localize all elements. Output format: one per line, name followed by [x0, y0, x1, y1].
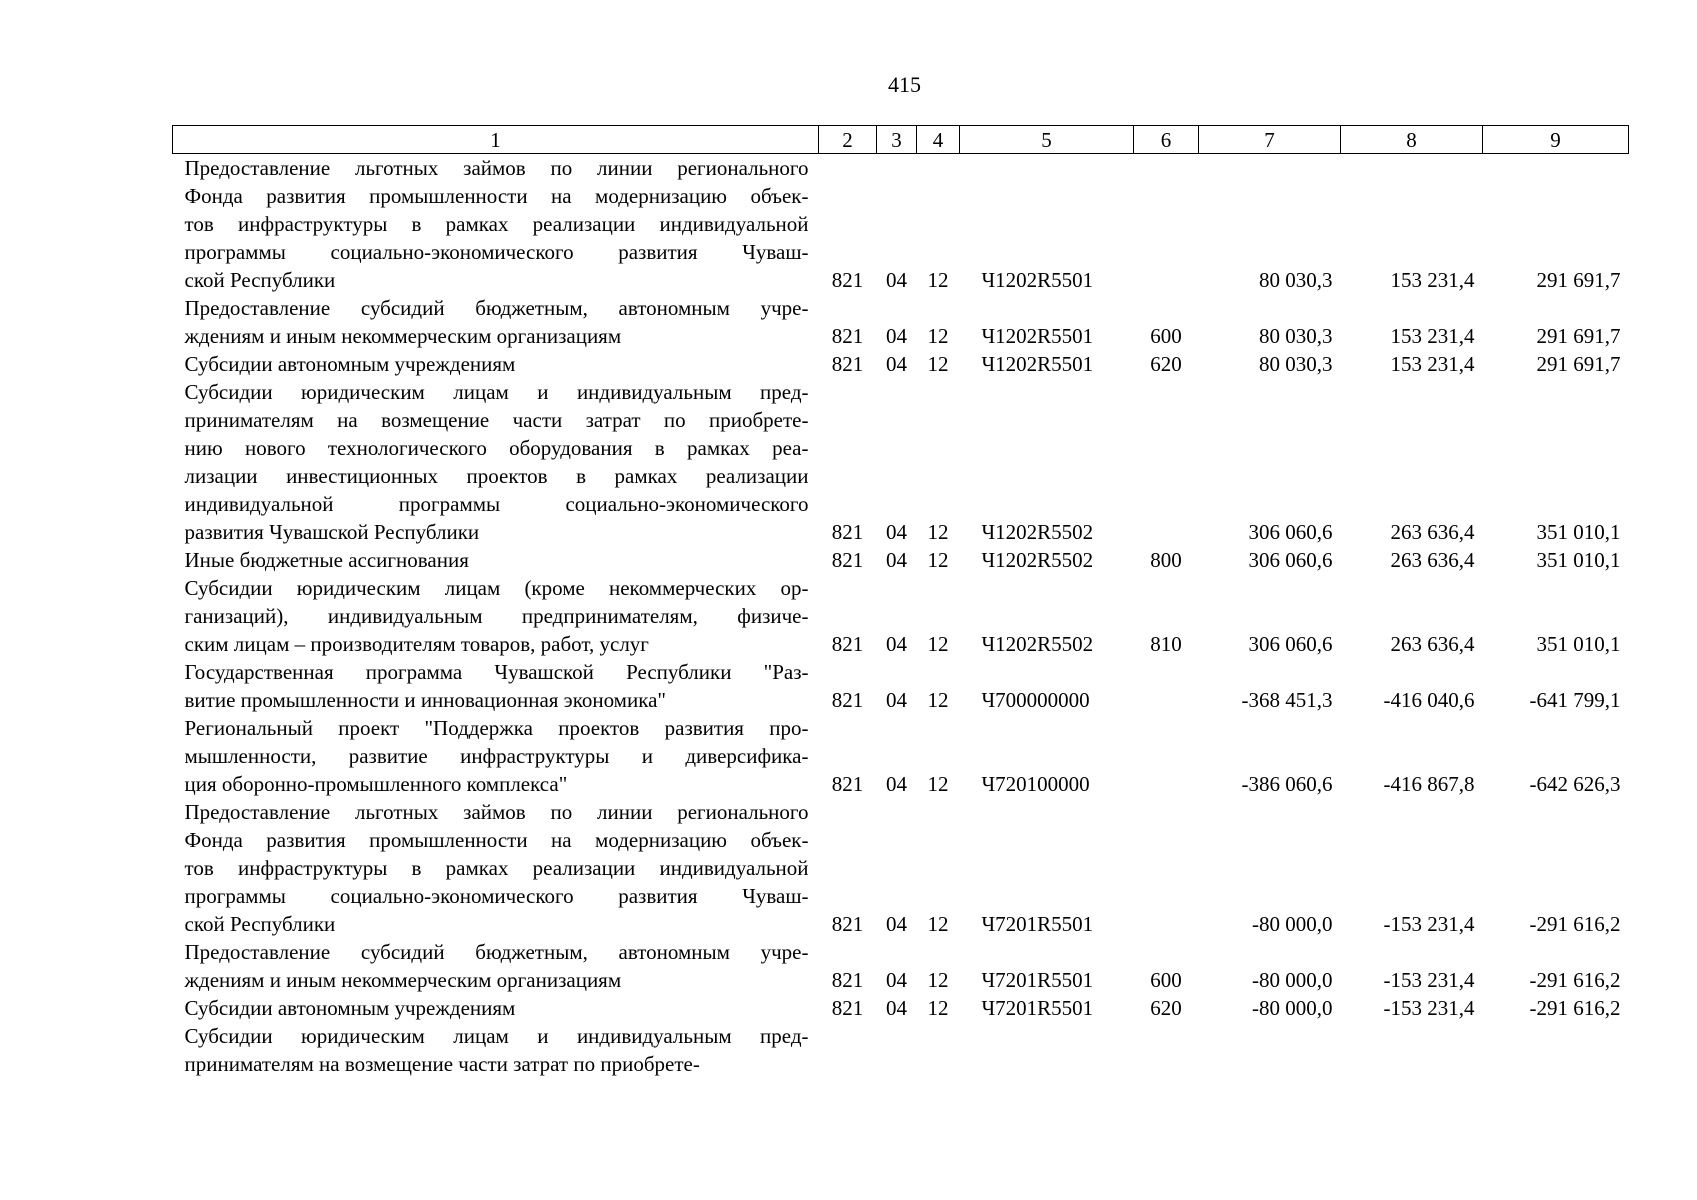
amount-year-2: 263 636,4	[1390, 548, 1475, 572]
target-article-code: Ч1202R5501	[981, 324, 1094, 348]
description-line: мышленности, развитие инфраструктуры и диверсифика-	[184, 744, 809, 768]
amount-year-2	[1341, 1022, 1483, 1078]
amount-year-2: 153 231,4	[1390, 352, 1475, 376]
description-line: Предоставление субсидий бюджетным, автономным учре-	[184, 940, 809, 964]
table-row	[173, 714, 1629, 798]
table-row	[173, 798, 1629, 938]
subsection-code: 12	[927, 268, 949, 292]
table-body	[173, 154, 1629, 1079]
amount-year-3: 291 691,7	[1536, 324, 1621, 348]
amount-year-2: -153 231,4	[1383, 912, 1475, 936]
subsection-code: 12	[927, 996, 949, 1020]
column-header: 2	[819, 126, 877, 154]
description-line: ским лицам – производителям товаров, работ, услуг	[184, 632, 649, 656]
amount-year-1: 80 030,3	[1259, 352, 1333, 376]
subsection-code	[917, 1022, 960, 1078]
target-article-code: Ч720100000	[981, 772, 1090, 796]
description-line: лизации инвестиционных проектов в рамках реализации	[184, 464, 809, 488]
description-line: развития Чувашской Республики	[184, 520, 480, 544]
table-row	[173, 378, 1629, 546]
section-code: 04	[886, 352, 907, 376]
amount-year-3: -291 616,2	[1529, 912, 1621, 936]
subsection-code: 12	[927, 548, 949, 572]
description-line: Предоставление льготных займов по линии регионального	[184, 156, 809, 180]
description-line: Субсидии автономным учреждениям	[184, 996, 516, 1020]
column-header: 4	[917, 126, 960, 154]
section-code: 04	[886, 268, 907, 292]
table-row	[173, 574, 1629, 658]
amount-year-1	[1199, 1022, 1341, 1078]
section-code	[877, 1022, 917, 1078]
table-row	[173, 154, 1629, 295]
admin-code: 821	[831, 268, 864, 292]
amount-year-1: -80 000,0	[1252, 968, 1333, 992]
admin-code: 821	[831, 968, 864, 992]
page-number: 415	[888, 72, 921, 97]
target-article-code: Ч1202R5501	[981, 352, 1094, 376]
row-description	[173, 658, 819, 714]
expense-type-code: 600	[1150, 968, 1182, 992]
section-code: 04	[886, 968, 907, 992]
section-code: 04	[886, 772, 907, 796]
admin-code: 821	[831, 548, 864, 572]
description-line: Фонда развития промышленности на модернизацию объек-	[184, 828, 809, 852]
admin-code: 821	[831, 996, 864, 1020]
table-row	[173, 658, 1629, 714]
table-row	[173, 1022, 1629, 1078]
table-row	[173, 546, 1629, 574]
description-line: индивидуальной программы социально-экономического	[184, 492, 809, 516]
description-line: Иные бюджетные ассигнования	[184, 548, 469, 572]
section-code: 04	[886, 996, 907, 1020]
description-line: Субсидии автономным учреждениям	[184, 352, 516, 376]
row-description	[173, 574, 819, 658]
amount-year-2: 153 231,4	[1390, 268, 1475, 292]
section-code: 04	[886, 324, 907, 348]
description-line: тов инфраструктуры в рамках реализации индивидуальной	[184, 212, 809, 236]
description-line: ция оборонно-промышленного комплекса"	[184, 772, 568, 796]
amount-year-2: -153 231,4	[1383, 996, 1475, 1020]
row-description	[173, 938, 819, 994]
target-article-code: Ч7201R5501	[981, 912, 1094, 936]
row-description	[173, 350, 819, 378]
subsection-code: 12	[927, 968, 949, 992]
target-article-code: Ч700000000	[981, 688, 1090, 712]
amount-year-1: -386 060,6	[1241, 772, 1333, 796]
admin-code: 821	[831, 324, 864, 348]
amount-year-3: -641 799,1	[1529, 688, 1621, 712]
column-header: 6	[1134, 126, 1199, 154]
description-line: тов инфраструктуры в рамках реализации индивидуальной	[184, 856, 809, 880]
column-header: 3	[877, 126, 917, 154]
subsection-code: 12	[927, 912, 949, 936]
expense-type-code: 810	[1150, 632, 1182, 656]
row-description	[173, 546, 819, 574]
admin-code: 821	[831, 688, 864, 712]
amount-year-3: -642 626,3	[1529, 772, 1621, 796]
expense-type-code: 620	[1150, 996, 1182, 1020]
column-header: 5	[960, 126, 1134, 154]
section-code: 04	[886, 688, 907, 712]
description-line: Государственная программа Чувашской Республики "Раз-	[184, 660, 809, 684]
row-description	[173, 994, 819, 1022]
expense-type-code	[1134, 714, 1199, 798]
row-description	[173, 798, 819, 938]
amount-year-1: 306 060,6	[1248, 520, 1333, 544]
section-code: 04	[886, 548, 907, 572]
target-article-code: Ч7201R5501	[981, 968, 1094, 992]
amount-year-2: 263 636,4	[1390, 632, 1475, 656]
admin-code: 821	[831, 520, 864, 544]
target-article-code: Ч1202R5501	[981, 268, 1094, 292]
amount-year-1: -368 451,3	[1241, 688, 1333, 712]
amount-year-3: 351 010,1	[1536, 548, 1621, 572]
amount-year-1: 306 060,6	[1248, 632, 1333, 656]
description-line: программы социально-экономического развития Чуваш-	[184, 240, 809, 264]
amount-year-2: -416 867,8	[1383, 772, 1475, 796]
admin-code: 821	[831, 912, 864, 936]
description-line: ской Республики	[184, 912, 336, 936]
amount-year-1: -80 000,0	[1252, 912, 1333, 936]
description-line: Субсидии юридическим лицам и индивидуальным пред-	[184, 380, 809, 404]
target-article-code: Ч1202R5502	[981, 632, 1094, 656]
subsection-code: 12	[927, 520, 949, 544]
section-code: 04	[886, 912, 907, 936]
amount-year-2: -153 231,4	[1383, 968, 1475, 992]
row-description	[173, 378, 819, 546]
amount-year-3	[1483, 1022, 1629, 1078]
amount-year-3: 351 010,1	[1536, 520, 1621, 544]
subsection-code: 12	[927, 352, 949, 376]
description-line: Региональный проект "Поддержка проектов развития про-	[184, 716, 809, 740]
column-header: 9	[1483, 126, 1629, 154]
subsection-code: 12	[927, 324, 949, 348]
amount-year-3: 291 691,7	[1536, 268, 1621, 292]
table-row	[173, 294, 1629, 350]
column-header: 8	[1341, 126, 1483, 154]
expense-type-code: 620	[1150, 352, 1182, 376]
description-line: ждениям и иным некоммерческим организациям	[184, 324, 622, 348]
description-line: ской Республики	[184, 268, 336, 292]
expense-type-code	[1134, 798, 1199, 938]
description-line: принимателям на возмещение части затрат по приобрете-	[184, 408, 809, 432]
subsection-code: 12	[927, 688, 949, 712]
expense-type-code	[1134, 658, 1199, 714]
description-line: витие промышленности и инновационная экономика"	[184, 688, 666, 712]
budget-table	[172, 125, 1629, 1078]
column-header: 7	[1199, 126, 1341, 154]
description-line: программы социально-экономического развития Чуваш-	[184, 884, 809, 908]
admin-code	[819, 1022, 877, 1078]
row-description	[173, 1022, 819, 1078]
header-row	[173, 126, 1629, 154]
expense-type-code	[1134, 154, 1199, 295]
section-code: 04	[886, 520, 907, 544]
expense-type-code	[1134, 378, 1199, 546]
amount-year-2: -416 040,6	[1383, 688, 1475, 712]
table-row	[173, 350, 1629, 378]
amount-year-2: 153 231,4	[1390, 324, 1475, 348]
target-article-code: Ч1202R5502	[981, 548, 1094, 572]
admin-code: 821	[831, 352, 864, 376]
row-description	[173, 714, 819, 798]
admin-code: 821	[831, 632, 864, 656]
description-line: Предоставление субсидий бюджетным, автономным учре-	[184, 296, 809, 320]
amount-year-3: -291 616,2	[1529, 968, 1621, 992]
description-line: Фонда развития промышленности на модернизацию объек-	[184, 184, 809, 208]
row-description	[173, 154, 819, 295]
target-article-code: Ч7201R5501	[981, 996, 1094, 1020]
expense-type-code	[1134, 1022, 1199, 1078]
description-line: Субсидии юридическим лицам (кроме некоммерческих ор-	[184, 576, 809, 600]
amount-year-2: 263 636,4	[1390, 520, 1475, 544]
subsection-code: 12	[927, 632, 949, 656]
admin-code: 821	[831, 772, 864, 796]
expense-type-code: 600	[1150, 324, 1182, 348]
section-code: 04	[886, 632, 907, 656]
table-row	[173, 938, 1629, 994]
amount-year-1: 80 030,3	[1259, 268, 1333, 292]
target-article-code	[960, 1022, 1134, 1078]
amount-year-1: 306 060,6	[1248, 548, 1333, 572]
description-line: нию нового технологического оборудования в рамках реа-	[184, 436, 809, 460]
expense-type-code: 800	[1150, 548, 1182, 572]
row-description	[173, 294, 819, 350]
amount-year-1: 80 030,3	[1259, 324, 1333, 348]
column-header: 1	[173, 126, 819, 154]
description-line: ждениям и иным некоммерческим организациям	[184, 968, 622, 992]
description-line: принимателям на возмещение части затрат по приобрете-	[184, 1052, 700, 1076]
description-line: Предоставление льготных займов по линии регионального	[184, 800, 809, 824]
description-line: Субсидии юридическим лицам и индивидуальным пред-	[184, 1024, 809, 1048]
amount-year-3: 291 691,7	[1536, 352, 1621, 376]
target-article-code: Ч1202R5502	[981, 520, 1094, 544]
table-row	[173, 994, 1629, 1022]
amount-year-3: -291 616,2	[1529, 996, 1621, 1020]
amount-year-1: -80 000,0	[1252, 996, 1333, 1020]
amount-year-3: 351 010,1	[1536, 632, 1621, 656]
subsection-code: 12	[927, 772, 949, 796]
description-line: ганизаций), индивидуальным предпринимателям, физиче-	[184, 604, 809, 628]
